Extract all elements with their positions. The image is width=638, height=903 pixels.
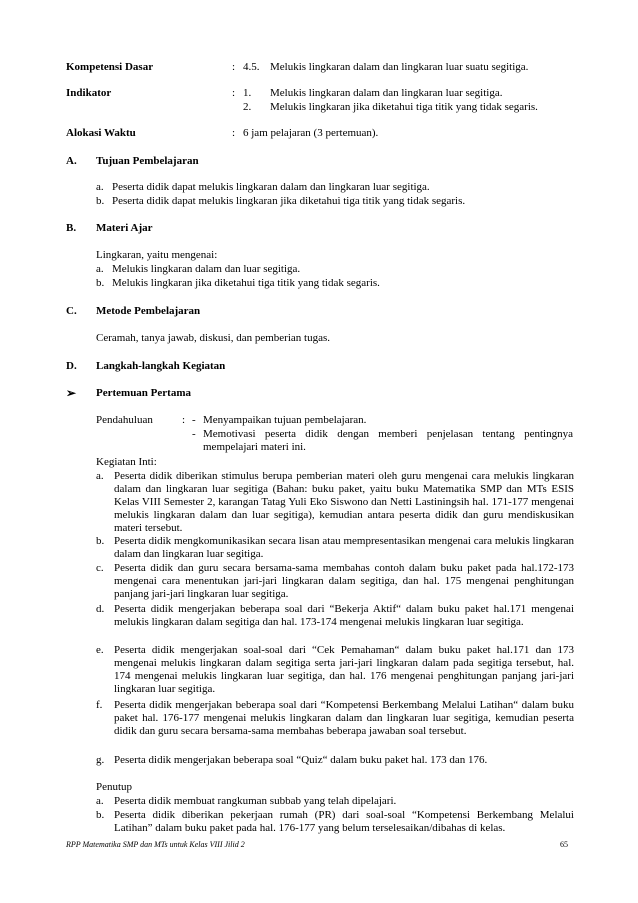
penutup-item-a: Peserta didik membuat rangkuman subbab yang telah dipelajari. [114,795,397,807]
pendahuluan-colon: : [182,414,186,426]
pendahuluan-item-1: Menyampaikan tujuan pembelajaran. [203,414,367,426]
pendahuluan-dash-2: - [192,428,196,440]
section-c-letter: C. [66,305,77,317]
section-a-letter: A. [66,155,77,167]
section-b-item-b: Melukis lingkaran jika diketahui tiga titik yang tidak segaris. [112,277,380,289]
indikator-num-2: 2. [243,101,252,113]
section-b-intro: Lingkaran, yaitu mengenai: [96,249,218,261]
section-d-letter: D. [66,360,77,372]
page-number: 65 [560,840,568,849]
inti-mark-f: f. [96,699,103,711]
inti-item-b: Peserta didik mengkomunikasikan secara lisan atau mempresentasikan mengenai cara melukis lingkaran dalam dan lingkaran luar segitiga. [114,535,574,560]
indikator-text-1: Melukis lingkaran dalam dan lingkaran luar segitiga. [270,87,503,99]
section-d-title: Langkah-langkah Kegiatan [96,360,226,372]
arrow-bullet-icon: ➢ [66,386,77,400]
section-b-mark-a: a. [96,263,104,275]
section-a-title: Tujuan Pembelajaran [96,155,199,167]
section-a-item-a: Peserta didik dapat melukis lingkaran dalam dan lingkaran luar segitiga. [112,181,430,193]
penutup-mark-a: a. [96,795,104,807]
inti-mark-d: d. [96,603,105,615]
kd-text: Melukis lingkaran dalam dan lingkaran luar suatu segitiga. [270,61,529,73]
penutup-mark-b: b. [96,809,105,821]
alokasi-label: Alokasi Waktu [66,127,136,139]
inti-item-g: Peserta didik mengerjakan beberapa soal “Quiz“ dalam buku paket hal. 173 dan 176. [114,754,488,766]
section-b-letter: B. [66,222,77,234]
inti-item-d: Peserta didik mengerjakan beberapa soal dari “Bekerja Aktif“ dalam buku paket hal.171 mengenai melukis lingkaran dalam segitiga dan hal. 173-174 mengenai melukis lingkaran luar segitiga. [114,603,574,628]
indikator-colon: : [232,87,236,99]
pendahuluan-label: Pendahuluan [96,414,153,426]
inti-item-a: Peserta didik diberikan stimulus berupa pemberian materi oleh guru mengenai cara melukis lingkaran dalam dan lingkaran luar segitiga (Bahan: buku paket, yaitu buku Matematika SMP dan MTs ESIS Kelas VIII Semester 2, karangan Tatag Yuli Eko Siswono dan Netti Lastiningsih hal. 171-177 mengenai melukis lingkaran dalam dan luar segitiga), kemudian antara peserta didik dan guru mendiskusikan materi tersebut. [114,470,574,534]
section-a-mark-a: a. [96,181,104,193]
footer-title: RPP Matematika SMP dan MTs untuk Kelas VIII Jilid 2 [66,840,245,849]
section-b-title: Materi Ajar [96,222,153,234]
penutup-label: Penutup [96,781,133,793]
section-c-text: Ceramah, tanya jawab, diskusi, dan pemberian tugas. [96,332,330,344]
indikator-text-2: Melukis lingkaran jika diketahui tiga titik yang tidak segaris. [270,101,538,113]
pendahuluan-dash-1: - [192,414,196,426]
kd-colon: : [232,61,236,73]
section-b-mark-b: b. [96,277,105,289]
inti-mark-c: c. [96,562,104,574]
inti-mark-g: g. [96,754,105,766]
alokasi-text: 6 jam pelajaran (3 pertemuan). [243,127,379,139]
inti-item-f: Peserta didik mengerjakan beberapa soal dari “Kompetensi Berkembang Melalui Latihan“ dalam buku paket hal. 176-177 mengenai melukis lingkaran dalam dan lingkaran luar segitiga, kemudian peserta didik dan guru secara bersama-sama membahas beberapa jawaban soal tersebut. [114,699,574,737]
pertemuan-title: Pertemuan Pertama [96,387,191,399]
section-c-title: Metode Pembelajaran [96,305,201,317]
section-a-item-b: Peserta didik dapat melukis lingkaran jika diketahui tiga titik yang tidak segaris. [112,195,466,207]
inti-mark-e: e. [96,644,104,656]
indikator-label: Indikator [66,87,112,99]
inti-item-e: Peserta didik mengerjakan soal-soal dari “Cek Pemahaman“ dalam buku paket hal.171 dan 173 mengenai melukis lingkaran dalam segitiga serta jari-jari lingkaran dalam pada segitiga tersebut, hal. 174 mengenai melukis lingkaran luar segitiga, dan hal. 176 mengenai penghitungan panjang jari-jari lingkaran luar segitiga. [114,644,574,695]
pendahuluan-item-2: Memotivasi peserta didik dengan memberi penjelasan tentang pentingnya mempelajari materi ini. [203,428,573,453]
penutup-item-b: Peserta didik diberikan pekerjaan rumah (PR) dari soal-soal “Kompetensi Berkembang Melalui Latihan” dalam buku paket pada hal. 176-177 yang belum terselesaikan/dibahas di kelas. [114,809,574,834]
section-a-mark-b: b. [96,195,105,207]
inti-label: Kegiatan Inti: [96,456,157,468]
indikator-num-1: 1. [243,87,252,99]
alokasi-colon: : [232,127,236,139]
inti-item-c: Peserta didik dan guru secara bersama-sama membahas contoh dalam buku paket pada hal.172-173 mengenai cara menentukan jari-jari lingkaran dalam segitiga, dan hal. 175 mengenai penghitungan panjang jari-jari lingkaran luar segitiga. [114,562,574,600]
kd-label: Kompetensi Dasar [66,61,154,73]
inti-mark-a: a. [96,470,104,482]
kd-number: 4.5. [243,61,260,73]
inti-mark-b: b. [96,535,105,547]
section-b-item-a: Melukis lingkaran dalam dan luar segitiga. [112,263,301,275]
